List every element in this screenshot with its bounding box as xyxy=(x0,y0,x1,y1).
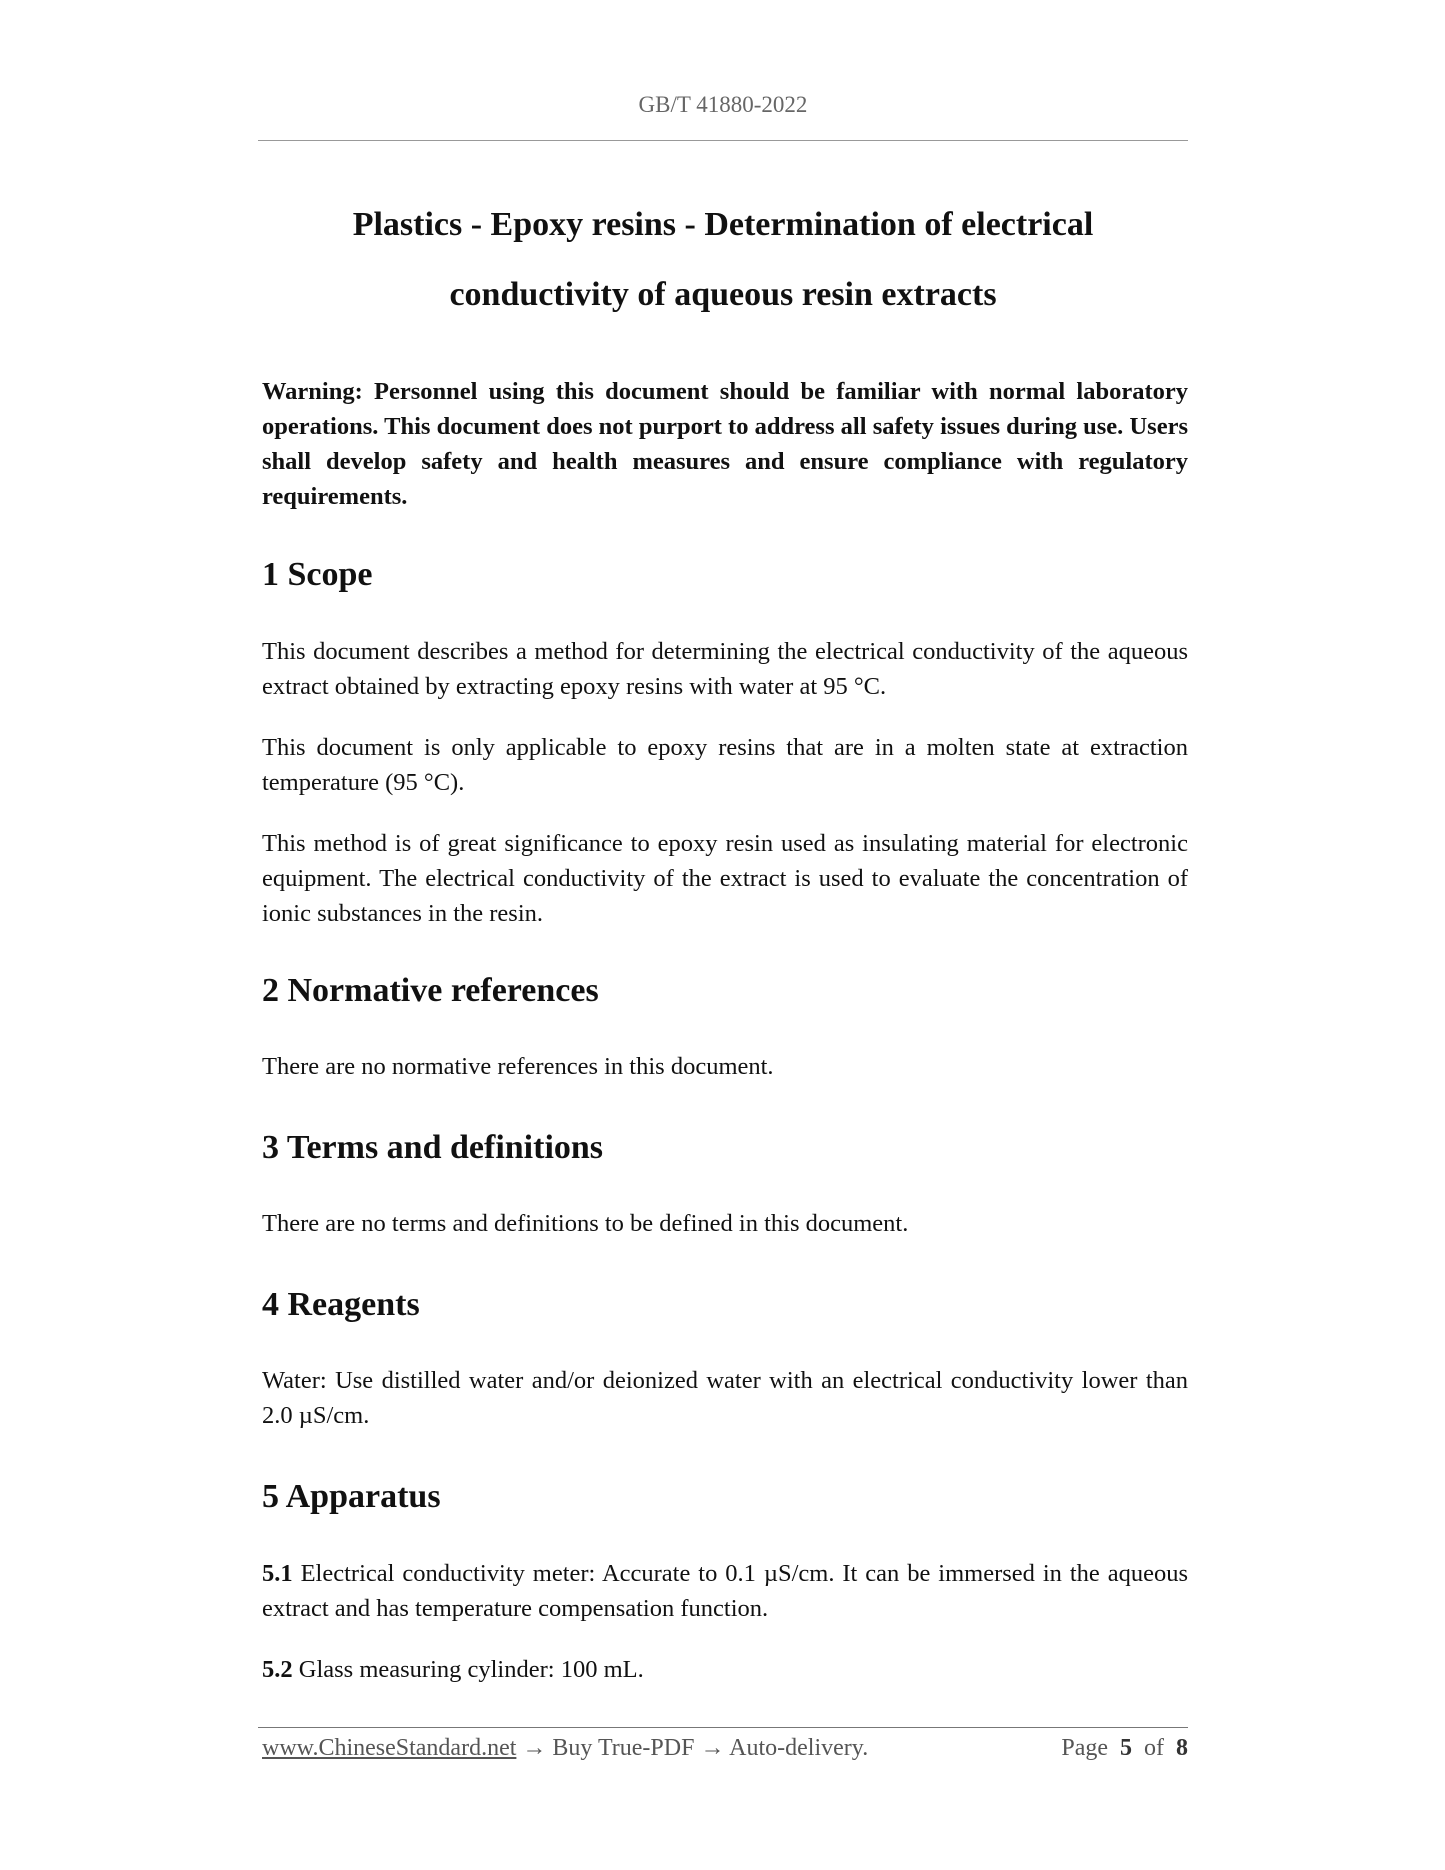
title-line-2: conductivity of aqueous resin extracts xyxy=(449,276,997,313)
header-divider xyxy=(258,140,1188,141)
scope-paragraph-3: This method is of great significance to epoxy resin used as insulating material for electronic equipment. The electrical conductivity of the extract is used to evaluate the concentration of ionic substances in the resin. xyxy=(262,830,1188,927)
heading-scope: 1 Scope xyxy=(262,556,373,593)
heading-normative-references: 2 Normative references xyxy=(262,972,599,1009)
page-total: 8 xyxy=(1176,1735,1188,1761)
normative-paragraph: There are no normative references in this document. xyxy=(262,1053,774,1080)
apparatus-item-number: 5.2 xyxy=(262,1656,293,1683)
scope-paragraph-1: This document describes a method for determining the electrical conductivity of the aqueous extract obtained by extracting epoxy resins with water at 95 °C. xyxy=(262,638,1188,700)
terms-paragraph: There are no terms and definitions to be defined in this document. xyxy=(262,1210,909,1237)
website-link[interactable]: www.ChineseStandard.net xyxy=(262,1735,517,1761)
heading-reagents: 4 Reagents xyxy=(262,1286,420,1323)
scope-paragraph-2: This document is only applicable to epoxy resins that are in a molten state at extraction temperature (95 °C). xyxy=(262,734,1188,796)
page-indicator xyxy=(1061,1732,1188,1764)
safety-warning: Warning: Personnel using this document should be familiar with normal laboratory operations. This document does not purport to address all safety issues during use. Users shall develop safety and health measures and ensure compliance with regulatory requirements. xyxy=(262,378,1188,510)
apparatus-item xyxy=(262,1652,1188,1687)
document-title xyxy=(258,190,1188,330)
buy-pdf-text: Buy True-PDF xyxy=(552,1735,695,1761)
auto-delivery-text: Auto-delivery. xyxy=(729,1735,869,1761)
arrow-right-icon: → xyxy=(522,1735,547,1761)
page-of: of xyxy=(1144,1735,1164,1761)
apparatus-item xyxy=(262,1556,1188,1626)
page-current: 5 xyxy=(1120,1735,1132,1761)
apparatus-item-text: Glass measuring cylinder: 100 mL. xyxy=(298,1656,644,1683)
apparatus-item-text: Electrical conductivity meter: Accurate to 0.1 µS/cm. It can be immersed in the aqueous extract and has temperature compensation function. xyxy=(262,1560,1189,1622)
page-label: Page xyxy=(1061,1735,1108,1761)
footer-divider xyxy=(258,1727,1188,1728)
apparatus-item-number: 5.1 xyxy=(262,1560,293,1587)
reagents-paragraph: Water: Use distilled water and/or deionized water with an electrical conductivity lower than 2.0 µS/cm. xyxy=(262,1367,1188,1429)
heading-apparatus: 5 Apparatus xyxy=(262,1478,441,1515)
title-line-1: Plastics - Epoxy resins - Determination of electrical xyxy=(352,206,1094,243)
heading-terms-definitions: 3 Terms and definitions xyxy=(262,1129,604,1166)
page-footer xyxy=(262,1732,1188,1764)
arrow-right-icon: → xyxy=(700,1735,725,1761)
document-code: GB/T 41880-2022 xyxy=(638,92,808,117)
